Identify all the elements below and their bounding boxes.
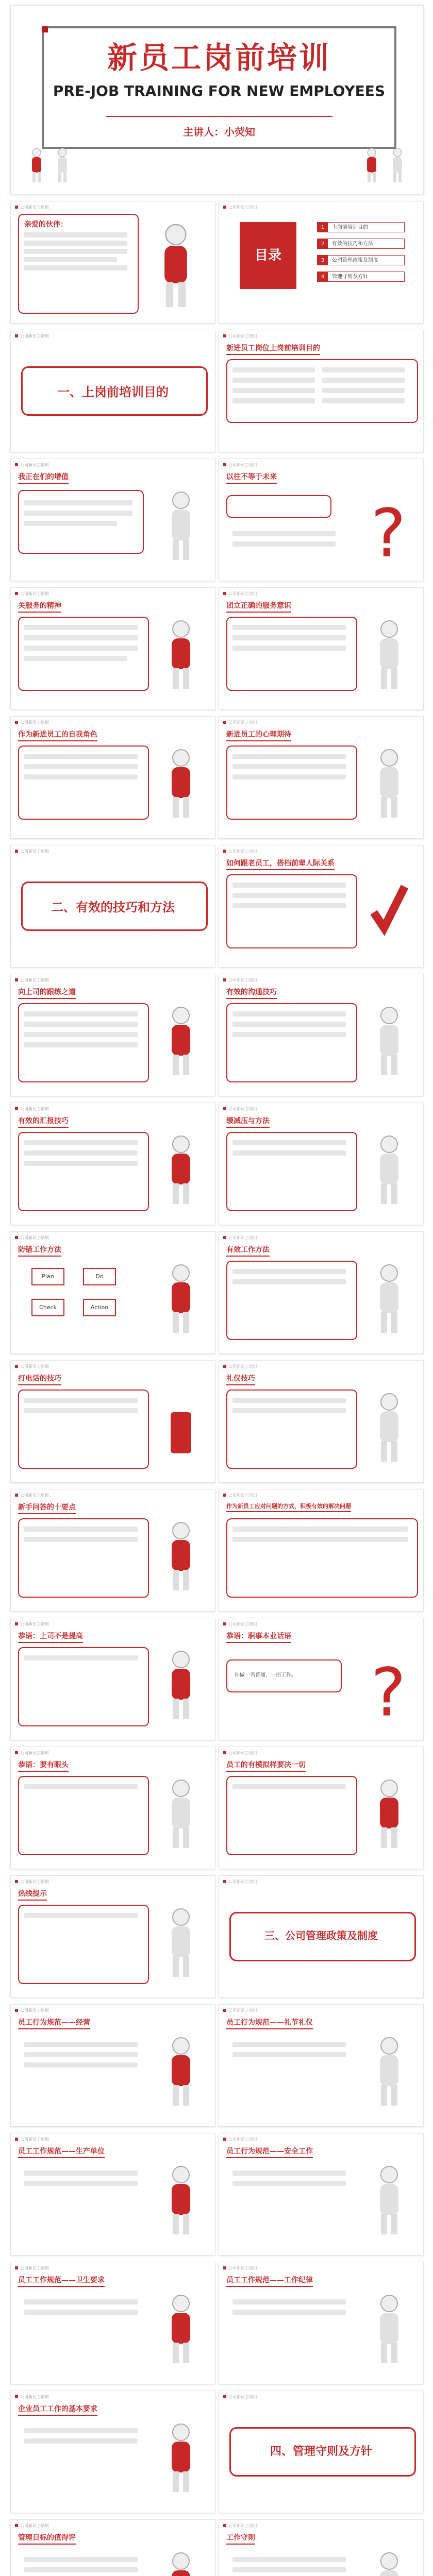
slide-header: 公司新员工培训 bbox=[223, 2008, 257, 2013]
text-line bbox=[232, 2310, 346, 2315]
slide-stress bbox=[219, 1103, 424, 1225]
cover-subtitle: PRE-JOB TRAINING FOR NEW EMPLOYEES bbox=[53, 82, 386, 99]
slide-section-2 bbox=[10, 845, 215, 968]
slide-header: 公司新员工培训 bbox=[223, 591, 257, 597]
toc-text: 管理守则及方针 bbox=[332, 274, 368, 280]
person-icon bbox=[369, 1778, 410, 1850]
text-line bbox=[24, 1011, 138, 1016]
slide-section-1 bbox=[10, 330, 215, 452]
slide-header: 公司新员工培训 bbox=[15, 462, 49, 468]
text-line bbox=[24, 1784, 138, 1789]
toc-item-2[interactable] bbox=[317, 239, 405, 249]
slide-header: 公司新员工培训 bbox=[223, 1235, 257, 1241]
text-line bbox=[24, 2062, 138, 2067]
toc-text: 公司管理政策及制度 bbox=[332, 258, 378, 263]
svg-text:?: ? bbox=[371, 1654, 406, 1726]
text-line bbox=[232, 1279, 346, 1284]
text-line bbox=[24, 1161, 138, 1166]
slide-header: 公司新员工培训 bbox=[223, 2137, 257, 2142]
slide-title: 员工的有模拟样要决一切 bbox=[226, 1759, 306, 1772]
text-line bbox=[24, 241, 127, 246]
slide-title: 员工行为规范——安全工作 bbox=[226, 2146, 313, 2158]
slide-title: 恭语：要有眼头 bbox=[18, 1759, 69, 1772]
slide-header: 公司新员工培训 bbox=[223, 1879, 257, 1885]
slide-section-3 bbox=[219, 1875, 424, 1998]
slide-safe bbox=[219, 2133, 424, 2256]
text-line bbox=[24, 1150, 138, 1156]
text-line bbox=[232, 398, 315, 403]
slide-title: 团立正确的服务意识 bbox=[226, 600, 291, 613]
slide-title: 企业员工工作的基本要求 bbox=[18, 2403, 97, 2416]
slide-welcome bbox=[10, 201, 215, 324]
cover-slide bbox=[10, 5, 424, 194]
text-line bbox=[24, 1042, 138, 1047]
cover-title: 新员工岗前培训 bbox=[107, 40, 331, 75]
slide-title: 缓减压与方法 bbox=[226, 1115, 270, 1128]
person-icon bbox=[369, 1263, 410, 1335]
slide-header: 公司新员工培训 bbox=[223, 1364, 257, 1369]
welcome-title: 亲爱的伙伴： bbox=[24, 221, 68, 229]
cover-speaker: 主讲人：小荧知 bbox=[183, 126, 255, 138]
text-line bbox=[322, 378, 405, 383]
text-line bbox=[232, 1408, 346, 1413]
person-icon bbox=[150, 222, 202, 310]
slide-header: 公司新员工培训 bbox=[15, 1621, 49, 1627]
slide-header: 公司新员工培训 bbox=[223, 2523, 257, 2529]
person-icon bbox=[369, 2036, 410, 2108]
text-line bbox=[232, 388, 315, 393]
slide-self bbox=[10, 1618, 215, 1740]
toc-text: 上岗前培训目的 bbox=[332, 225, 368, 230]
slide-header: 公司新员工培训 bbox=[15, 205, 49, 210]
slide-header: 公司新员工培训 bbox=[15, 2523, 49, 2529]
text-line bbox=[24, 764, 138, 769]
text-line bbox=[24, 754, 138, 759]
text-line bbox=[24, 249, 127, 254]
text-line bbox=[232, 1537, 408, 1542]
toc-item-1[interactable] bbox=[317, 222, 405, 232]
slide-title: 如何跟老员工，搭档前辈人际关系 bbox=[226, 858, 335, 870]
slide-section-4 bbox=[219, 2391, 424, 2513]
slide-header: 公司新员工培训 bbox=[15, 1750, 49, 1756]
toc-item-4[interactable] bbox=[317, 272, 405, 282]
question-mark-icon bbox=[358, 490, 410, 567]
text-line bbox=[24, 625, 138, 630]
slide-title: 员工行为规范——礼节礼仪 bbox=[226, 2017, 313, 2029]
person-icon bbox=[369, 2164, 410, 2236]
toc-text: 有效的技巧和方法 bbox=[332, 241, 373, 247]
text-line bbox=[232, 1032, 346, 1037]
checkmark-icon bbox=[369, 876, 410, 948]
person-icon bbox=[160, 1907, 202, 1979]
slide-small-talk bbox=[10, 1747, 215, 1869]
text-line bbox=[232, 1022, 346, 1027]
toc-num: 1 bbox=[318, 223, 328, 232]
slide-speech bbox=[219, 1618, 424, 1740]
text-line bbox=[322, 367, 405, 372]
text-line bbox=[322, 388, 405, 393]
text-line bbox=[232, 1011, 346, 1016]
slide-title: 我正在们的增值 bbox=[18, 471, 69, 484]
slide-header: 公司新员工培训 bbox=[15, 849, 49, 854]
person-icon bbox=[369, 1392, 410, 1464]
text-line bbox=[232, 754, 346, 759]
slide-header: 公司新员工培训 bbox=[223, 1493, 257, 1498]
slide-title: 新进员工岗位上岗前培训目的 bbox=[226, 343, 320, 355]
slide-title: 新进员工的心理期待 bbox=[226, 729, 291, 741]
person-icon bbox=[160, 1778, 202, 1850]
slide-goal bbox=[219, 2004, 424, 2127]
text-line bbox=[232, 367, 315, 372]
content-box bbox=[226, 495, 331, 518]
text-line bbox=[24, 2299, 138, 2304]
cover-frame bbox=[42, 26, 396, 149]
pdca-plan: Plan bbox=[31, 1268, 64, 1285]
text-line bbox=[24, 1913, 138, 1918]
slide-work bbox=[10, 1103, 215, 1225]
text-line bbox=[24, 1527, 138, 1532]
slide-header: 公司新员工培训 bbox=[223, 2265, 257, 2271]
slide-header: 公司新员工培训 bbox=[15, 2265, 49, 2271]
slide-title: 工作守则 bbox=[226, 2532, 255, 2545]
slide-header: 公司新员工培训 bbox=[223, 849, 257, 854]
pdca-action: Action bbox=[83, 1299, 116, 1316]
person-icon bbox=[369, 619, 410, 691]
toc-item-3[interactable] bbox=[317, 255, 405, 265]
text-line bbox=[232, 1398, 346, 1403]
slide-header: 公司新员工培训 bbox=[223, 1106, 257, 1112]
slide-header: 公司新员工培训 bbox=[15, 1493, 49, 1498]
toc-label: 目录 bbox=[240, 222, 296, 289]
text-line bbox=[24, 2171, 138, 2176]
text-line bbox=[232, 1140, 346, 1145]
person-icon bbox=[160, 1649, 202, 1721]
person-icon bbox=[160, 2036, 202, 2108]
slide-title: 员工工作规范——卫生要求 bbox=[18, 2275, 105, 2287]
text-line bbox=[232, 774, 346, 779]
text-line bbox=[24, 511, 132, 516]
text-line bbox=[24, 2310, 138, 2315]
slide-title: 防错工作方法 bbox=[18, 1244, 61, 1257]
person-icon bbox=[160, 748, 202, 820]
text-line bbox=[24, 265, 127, 270]
text-line bbox=[232, 625, 346, 630]
person-icon bbox=[160, 2164, 202, 2236]
slide-header: 公司新员工培训 bbox=[15, 1106, 49, 1112]
text-line bbox=[232, 531, 336, 536]
person-icon bbox=[160, 2422, 202, 2494]
slide-header: 公司新员工培训 bbox=[223, 333, 257, 339]
slide-title: 作为新进员工的自我角色 bbox=[18, 729, 97, 741]
slide-title: 员工工作规范——生产单位 bbox=[18, 2146, 105, 2158]
person-icon bbox=[160, 1005, 202, 1077]
section-title: 四、管理守则及方针 bbox=[270, 2445, 372, 2458]
slide-title: 有效的汇报技巧 bbox=[18, 1115, 69, 1128]
text-line bbox=[24, 646, 138, 651]
cover-divider bbox=[106, 116, 332, 117]
text-line bbox=[24, 1140, 138, 1145]
toc-num: 2 bbox=[318, 239, 328, 248]
slide-header: 公司新员工培训 bbox=[15, 1364, 49, 1369]
slide-grow bbox=[219, 459, 424, 581]
figure-right2-icon bbox=[387, 147, 408, 183]
person-icon bbox=[160, 619, 202, 691]
section-title: 二、有效的技巧和方法 bbox=[51, 900, 175, 914]
text-line bbox=[232, 2567, 346, 2572]
slide-relation bbox=[219, 845, 424, 968]
text-line bbox=[24, 2567, 138, 2572]
text-line bbox=[232, 1527, 408, 1532]
person-icon bbox=[369, 2293, 410, 2365]
text-line bbox=[232, 2299, 346, 2304]
text-line bbox=[232, 2557, 346, 2562]
slide-phone bbox=[10, 1360, 215, 1483]
text-line bbox=[24, 1022, 138, 1027]
slide-rules bbox=[219, 587, 424, 710]
slide-header: 公司新员工培训 bbox=[223, 977, 257, 983]
text-line bbox=[24, 656, 127, 661]
slide-header: 公司新员工培训 bbox=[15, 2008, 49, 2013]
slide-title: 恭语：职事本业话语 bbox=[226, 1631, 291, 1643]
text-line bbox=[232, 1784, 346, 1789]
slide-header: 公司新员工培训 bbox=[15, 1235, 49, 1241]
slide-title: 热线提示 bbox=[18, 1888, 47, 1901]
slide-header: 公司新员工培训 bbox=[223, 2394, 257, 2400]
slide-ten bbox=[10, 1489, 215, 1612]
slide-prob bbox=[219, 1489, 424, 1612]
figure-right-icon bbox=[361, 147, 382, 183]
text-line bbox=[24, 2428, 138, 2433]
section-title: 三、公司管理政策及制度 bbox=[264, 1929, 378, 1942]
slide-etiquette bbox=[219, 1360, 424, 1483]
svg-text:?: ? bbox=[371, 495, 406, 567]
person-icon bbox=[160, 1520, 202, 1592]
slide-title: 管理目标的值得评 bbox=[18, 2532, 76, 2545]
text-line bbox=[24, 774, 138, 779]
text-line bbox=[24, 500, 132, 505]
slide-kpi bbox=[10, 2519, 215, 2576]
slide-title: 以往不等于未来 bbox=[226, 471, 277, 484]
slide-attitude bbox=[10, 587, 215, 710]
slide-title: 作为新员工应对问题的方式，积极有效的解决问题 bbox=[226, 1502, 351, 1512]
text-line bbox=[232, 635, 346, 640]
slide-mission bbox=[219, 716, 424, 839]
person-icon bbox=[160, 2551, 202, 2576]
slide-header: 公司新员工培训 bbox=[223, 462, 257, 468]
text-line bbox=[232, 883, 346, 888]
text-line bbox=[232, 2042, 346, 2047]
slide-title: 员工行为规范——经营 bbox=[18, 2017, 90, 2029]
question-mark-icon bbox=[358, 1649, 410, 1726]
slide-title: 关服务的精神 bbox=[18, 600, 61, 613]
slide-toc bbox=[219, 201, 424, 324]
section-title: 一、上岗前培训目的 bbox=[57, 385, 169, 399]
slide-title: 员工工作规范——工作纪律 bbox=[226, 2275, 313, 2287]
slide-header: 公司新员工培训 bbox=[223, 1621, 257, 1627]
slide-title: 有效工作方法 bbox=[226, 1244, 270, 1257]
figure-left2-icon bbox=[52, 147, 73, 183]
person-icon bbox=[160, 2293, 202, 2365]
text-line bbox=[232, 378, 315, 383]
slide-clean bbox=[10, 2262, 215, 2384]
text-line bbox=[24, 2557, 138, 2562]
text-line bbox=[24, 521, 117, 526]
text-line bbox=[232, 764, 346, 769]
text-line bbox=[232, 646, 346, 651]
speech-text: 你做一名普通，一招工作。 bbox=[235, 1672, 296, 1678]
slide-header: 公司新员工培训 bbox=[223, 1750, 257, 1756]
slide-cult bbox=[219, 2262, 424, 2384]
slide-title: 新手问答的十要点 bbox=[18, 1502, 76, 1514]
text-line bbox=[24, 1398, 138, 1403]
slide-purpose bbox=[219, 330, 424, 452]
slide-role bbox=[10, 716, 215, 839]
text-line bbox=[24, 2438, 138, 2444]
slide-header: 公司新员工培训 bbox=[223, 720, 257, 725]
slide-title: 恭语：上司不是提高 bbox=[18, 1631, 83, 1643]
text-line bbox=[24, 1537, 138, 1542]
pdca-check: Check bbox=[31, 1299, 64, 1316]
text-line bbox=[232, 1269, 346, 1274]
person-icon bbox=[160, 490, 202, 562]
slide-header: 公司新员工培训 bbox=[15, 720, 49, 725]
text-line bbox=[24, 2052, 138, 2057]
slide-title: 打电话的技巧 bbox=[18, 1373, 61, 1385]
text-line bbox=[232, 1150, 346, 1156]
pdca-do: Do bbox=[83, 1268, 116, 1285]
slide-title: 有效的沟通技巧 bbox=[226, 987, 277, 999]
slide-pdca bbox=[10, 1231, 215, 1354]
text-line bbox=[24, 1032, 138, 1037]
slide-know-self bbox=[10, 459, 215, 581]
slide-header: 公司新员工培训 bbox=[15, 1879, 49, 1885]
slide-phil bbox=[10, 2004, 215, 2127]
text-line bbox=[24, 2181, 138, 2186]
text-line bbox=[24, 1655, 138, 1660]
slide-learn bbox=[10, 974, 215, 1096]
text-line bbox=[24, 257, 117, 262]
slide-header: 公司新员工培训 bbox=[15, 333, 49, 339]
slide-title: 礼仪技巧 bbox=[226, 1373, 255, 1385]
figure-left-icon bbox=[26, 147, 47, 183]
person-icon bbox=[160, 1263, 202, 1335]
slide-title: 向上司的跟练之道 bbox=[18, 987, 76, 999]
toc-num: 4 bbox=[318, 272, 328, 281]
person-icon bbox=[369, 748, 410, 820]
text-line bbox=[24, 2042, 138, 2047]
text-line bbox=[232, 2052, 346, 2057]
text-line bbox=[322, 398, 405, 403]
slide-self-image bbox=[219, 1747, 424, 1869]
text-line bbox=[24, 232, 127, 238]
slide-header: 公司新员工培训 bbox=[15, 2394, 49, 2400]
slide-corp bbox=[10, 2391, 215, 2513]
slide-hotline bbox=[10, 1875, 215, 1998]
toc-num: 3 bbox=[318, 256, 328, 265]
slide-header: 公司新员工培训 bbox=[15, 2137, 49, 2142]
slide-header: 公司新员工培训 bbox=[223, 205, 257, 210]
text-line bbox=[24, 635, 138, 640]
text-line bbox=[232, 2171, 346, 2176]
slide-header: 公司新员工培训 bbox=[15, 591, 49, 597]
person-icon bbox=[369, 1005, 410, 1077]
text-line bbox=[24, 1408, 138, 1413]
slide-method bbox=[219, 1231, 424, 1354]
text-line bbox=[232, 2181, 346, 2186]
person-icon bbox=[369, 2551, 410, 2576]
person-icon bbox=[369, 1134, 410, 1206]
slide-task bbox=[219, 2519, 424, 2576]
text-line bbox=[232, 541, 336, 547]
person-icon bbox=[160, 1134, 202, 1206]
text-line bbox=[232, 903, 346, 908]
phone-icon bbox=[160, 1392, 202, 1464]
slide-comm bbox=[219, 974, 424, 1096]
slide-notice bbox=[10, 2133, 215, 2256]
text-line bbox=[232, 893, 346, 898]
slide-header: 公司新员工培训 bbox=[15, 977, 49, 983]
